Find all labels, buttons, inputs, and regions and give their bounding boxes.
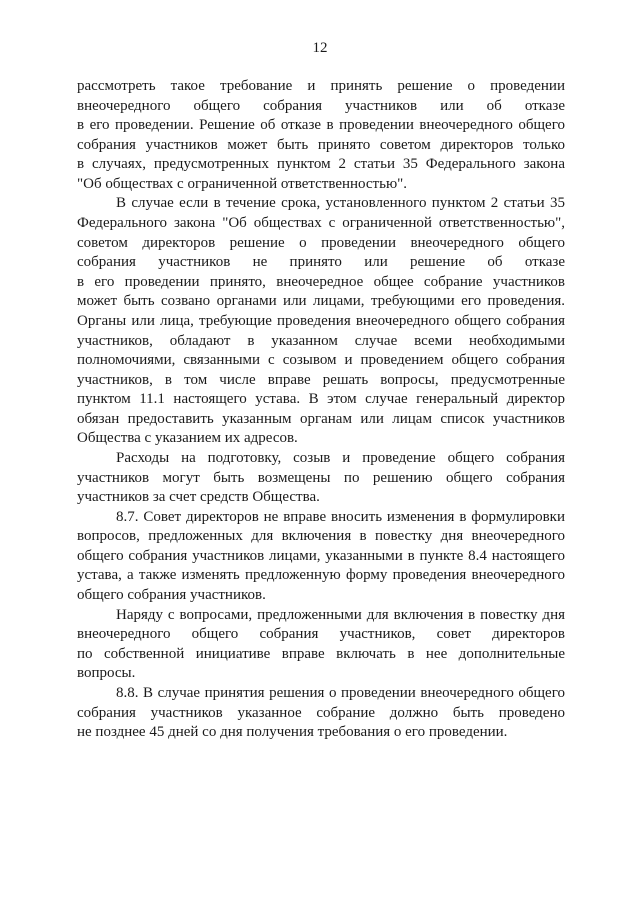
- paragraph-first-line: В случае если в течение срока, установленного пунктом 2 статьи 35: [116, 195, 565, 212]
- text-line: не позднее 45 дней со дня получения требования о его проведении.: [77, 724, 508, 741]
- text-line: участников, в том числе вправе решать вопросы, предусмотренные: [77, 371, 565, 388]
- text-line: может быть созвано органами или лицами, требующими его проведения.: [77, 293, 565, 310]
- text-line: собрания участников может быть принято советом директоров только: [77, 136, 565, 153]
- text-line: Органы или лица, требующие проведения внеочередного общего собрания: [77, 312, 565, 329]
- text-line: "Об обществах с ограниченной ответственностью".: [77, 175, 408, 192]
- text-line: по собственной инициативе вправе включать в нее дополнительные: [77, 645, 565, 662]
- text-line: в его проведении принято, внеочередное общее собрание участников: [77, 273, 565, 290]
- text-line: общего собрания участников лицами, указанными в пункте 8.4 настоящего: [77, 547, 565, 564]
- paragraph-first-line: 8.7. Совет директоров не вправе вносить изменения в формулировки: [116, 508, 565, 525]
- text-line: внеочередного общего собрания участников, совет директоров: [77, 626, 565, 643]
- text-line: вопросов, предложенных для включения в повестку дня внеочередного: [77, 528, 565, 545]
- text-line: участников могут быть возмещены по решению общего собрания: [77, 469, 565, 486]
- text-line: участников, обладают в указанном случае всеми необходимыми: [77, 332, 565, 349]
- text-line: участников за счет средств Общества.: [77, 489, 320, 506]
- document-body: [77, 77, 565, 743]
- paragraph-first-line: Расходы на подготовку, созыв и проведение общего собрания: [116, 449, 565, 466]
- text-line: собрания участников указанное собрание должно быть проведено: [77, 704, 565, 721]
- text-line: внеочередного общего собрания участников или об отказе: [77, 97, 565, 114]
- text-line: общего собрания участников.: [77, 587, 266, 604]
- paragraph-first-line: 8.8. В случае принятия решения о проведении внеочередного общего: [116, 684, 565, 701]
- paragraph-first-line: Наряду с вопросами, предложенными для включения в повестку дня: [116, 606, 565, 623]
- text-line: Общества с указанием их адресов.: [77, 430, 298, 447]
- page-number: 12: [312, 40, 328, 56]
- text-line: обязан предоставить указанным органам или лицам список участников: [77, 410, 565, 427]
- text-line: рассмотреть такое требование и принять решение о проведении: [77, 78, 565, 94]
- text-line: устава, а также изменять предложенную форму проведения внеочередного: [77, 567, 565, 584]
- text-line: советом директоров решение о проведении внеочередного общего: [77, 234, 565, 251]
- text-line: в случаях, предусмотренных пунктом 2 статьи 35 Федерального закона: [77, 156, 565, 173]
- text-line: вопросы.: [77, 665, 136, 682]
- text-line: Федерального закона "Об обществах с ограниченной ответственностью",: [77, 215, 565, 232]
- text-line: пунктом 11.1 настоящего устава. В этом случае генеральный директор: [77, 391, 565, 408]
- text-line: полномочиями, связанными с созывом и проведением общего собрания: [77, 352, 565, 369]
- text-line: в его проведении. Решение об отказе в проведении внеочередного общего: [77, 117, 565, 134]
- text-line: собрания участников не принято или решение об отказе: [77, 254, 565, 271]
